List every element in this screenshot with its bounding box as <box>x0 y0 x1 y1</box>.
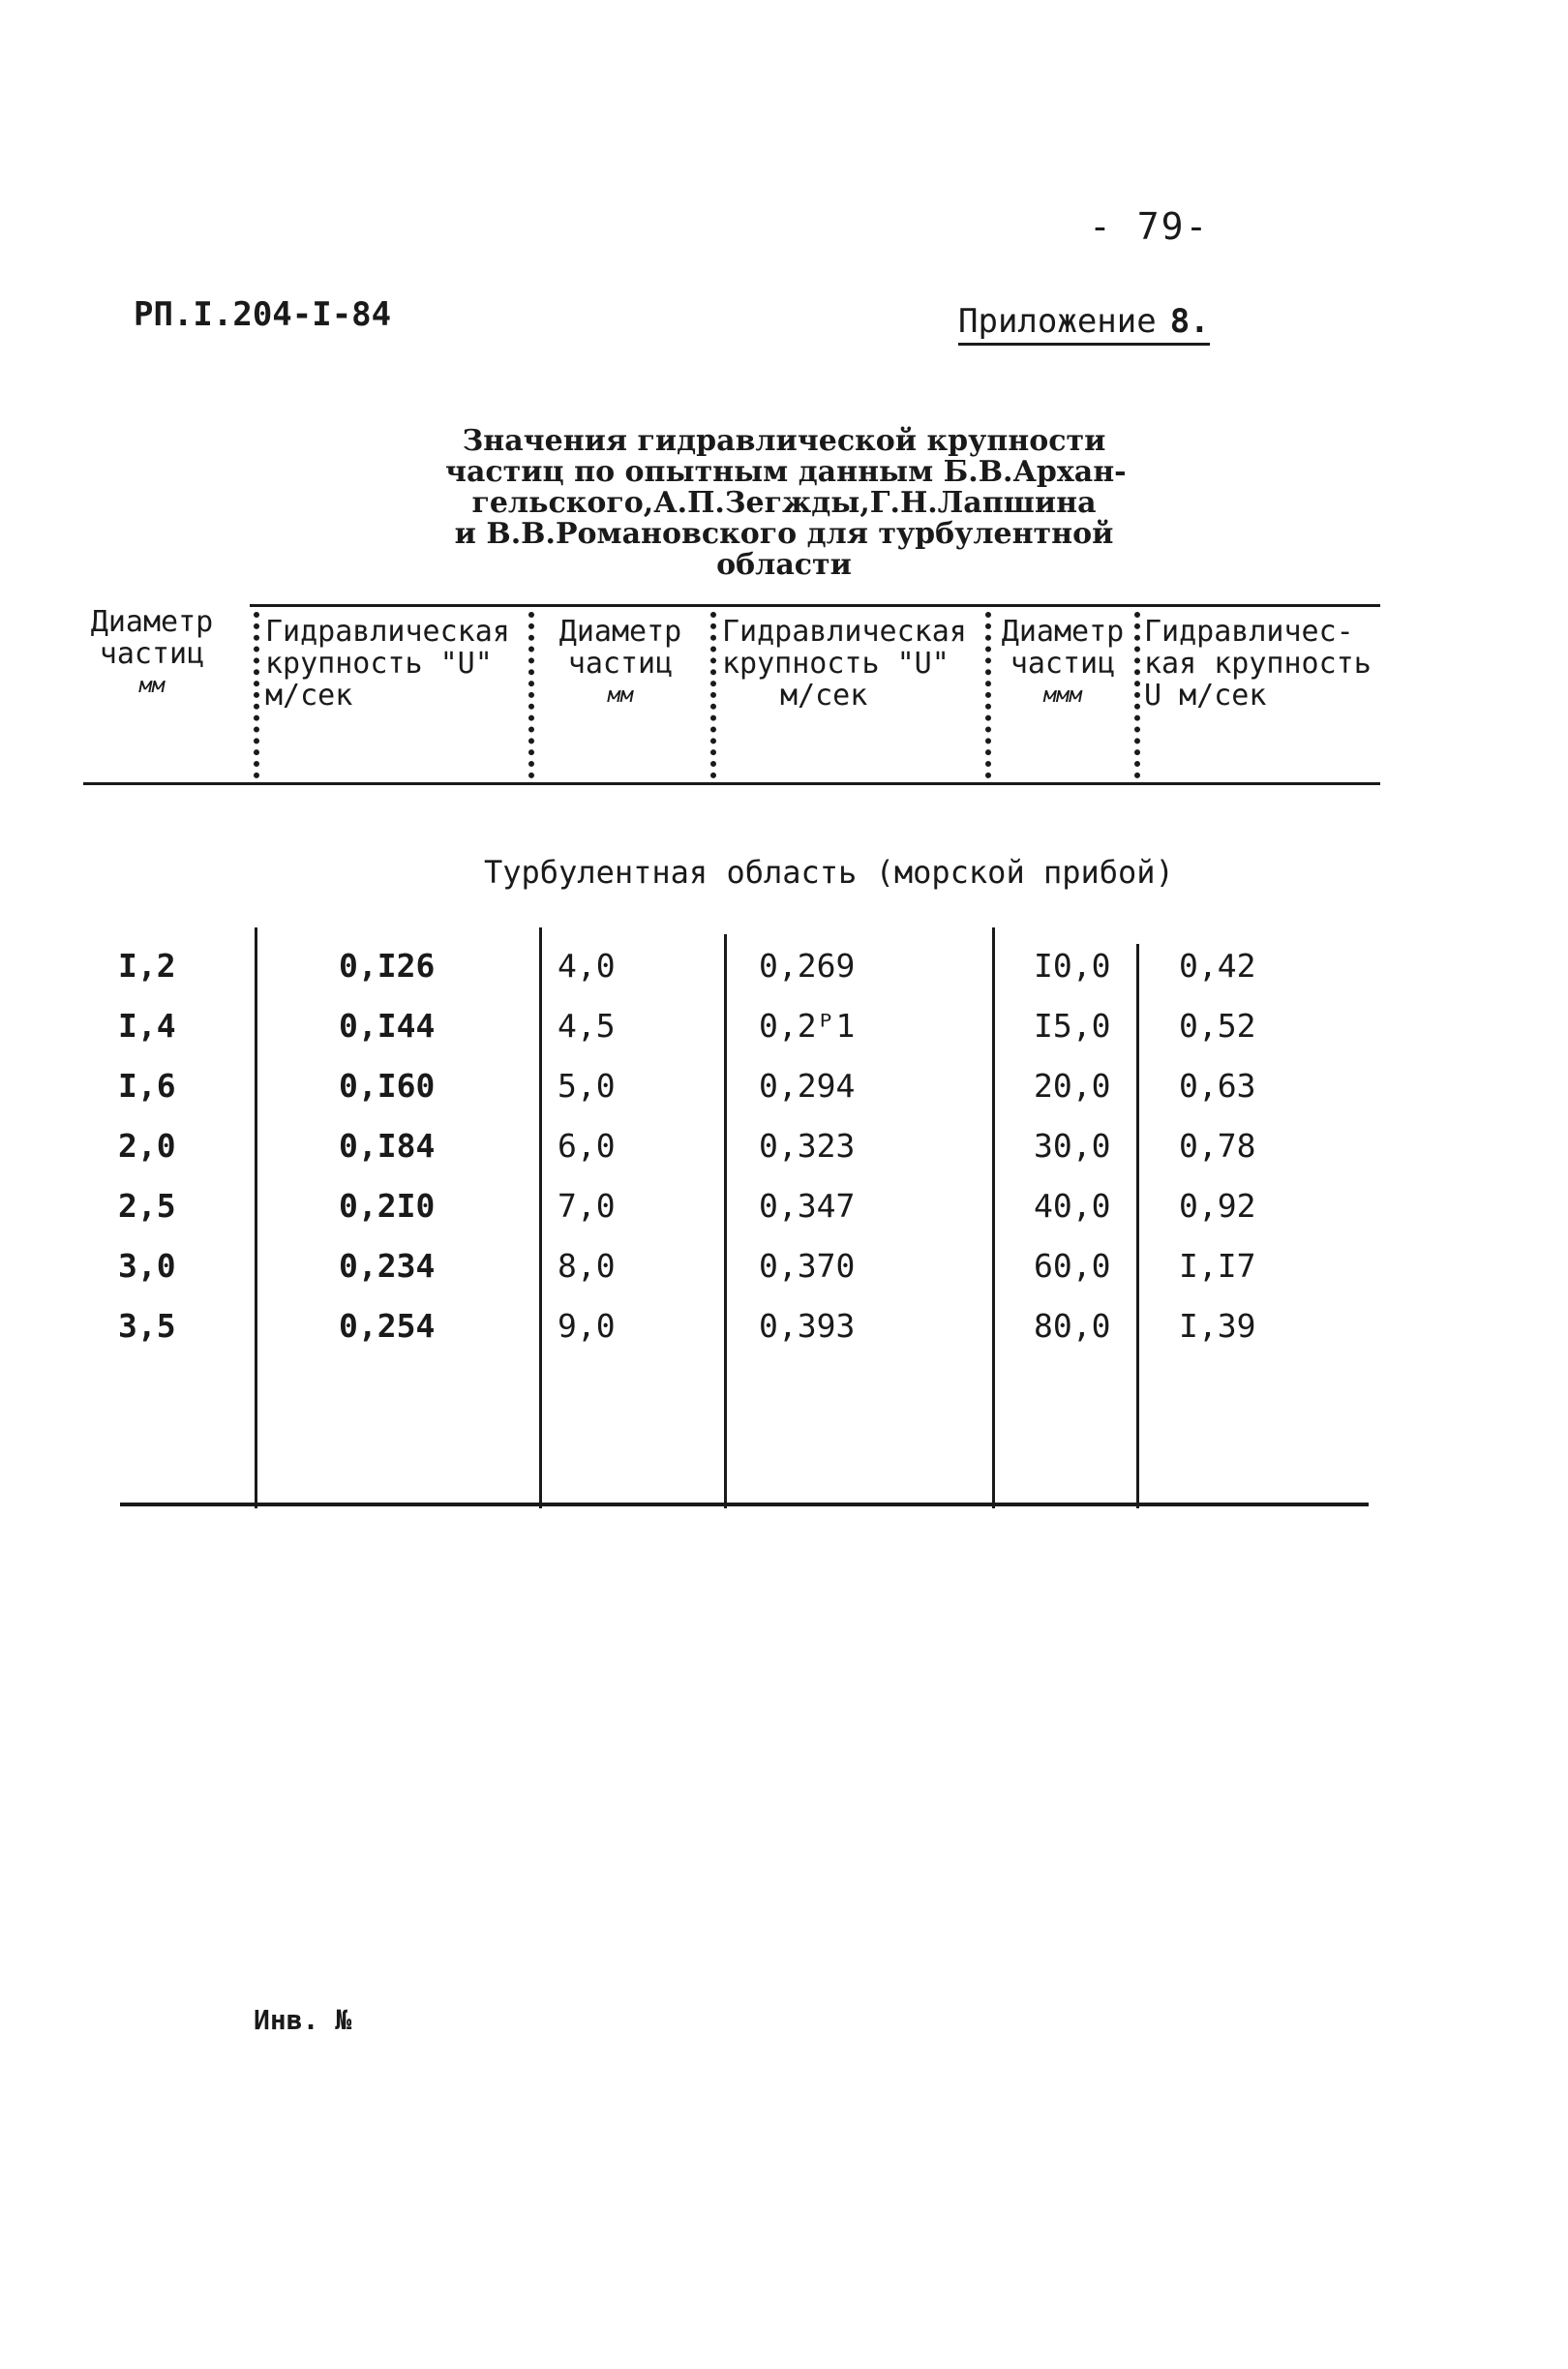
page-number: - 79- <box>1089 205 1210 248</box>
table-cell: I5,0 <box>1034 1007 1111 1045</box>
table-cell: 40,0 <box>1034 1187 1111 1225</box>
table-cell: 5,0 <box>558 1067 616 1105</box>
table-cell: I,39 <box>1179 1307 1256 1345</box>
table-bottom-rule <box>120 1503 1369 1506</box>
header-line: Гидравличес- <box>1144 615 1354 649</box>
table-cell: 9,0 <box>558 1307 616 1345</box>
table-cell: 0,370 <box>759 1247 856 1285</box>
header-line: частиц <box>567 647 674 681</box>
table-cell: 0,92 <box>1179 1187 1256 1225</box>
table-cell: 0,I84 <box>339 1127 436 1165</box>
table-cell: 0,254 <box>339 1307 436 1345</box>
column-divider <box>724 934 727 1508</box>
header-line: крупность "U" <box>265 647 493 681</box>
table-cell: 0,393 <box>759 1307 856 1345</box>
header-line: U м/сек <box>1144 679 1267 713</box>
table-cell: 7,0 <box>558 1187 616 1225</box>
header-bottom-rule <box>83 782 1380 785</box>
title-line: частиц по опытным данным Б.В.Архан- <box>445 455 1127 489</box>
title-line: и В.В.Романовского для турбулентной <box>454 517 1114 551</box>
table-cell: 0,2I0 <box>339 1187 436 1225</box>
table-cell: 0,347 <box>759 1187 856 1225</box>
header-line: частиц <box>99 637 205 671</box>
column-divider <box>1136 944 1139 1508</box>
appendix-number: 8. <box>1169 302 1210 341</box>
table-cell: 60,0 <box>1034 1247 1111 1285</box>
column-divider <box>992 927 995 1508</box>
table-cell: 4,0 <box>558 947 616 985</box>
title-line: области <box>716 548 852 582</box>
header-velocity-2 <box>722 616 967 712</box>
table-cell: 0,234 <box>339 1247 436 1285</box>
table-cell: 4,5 <box>558 1007 616 1045</box>
table-cell: I,4 <box>118 1007 176 1045</box>
table-cell: 20,0 <box>1034 1067 1111 1105</box>
appendix-text: Приложение <box>958 302 1157 341</box>
header-diameter-1 <box>79 606 225 702</box>
table-cell: 0,269 <box>759 947 856 985</box>
header-line: м/сек <box>265 679 353 713</box>
table-cell: I,I7 <box>1179 1247 1256 1285</box>
header-line: Диаметр <box>1001 615 1125 649</box>
header-line: м/сек <box>780 679 868 713</box>
table-cell: 30,0 <box>1034 1127 1111 1165</box>
table-cell: 6,0 <box>558 1127 616 1165</box>
header-separator <box>528 612 534 778</box>
header-velocity-1 <box>265 616 510 712</box>
header-separator <box>1134 612 1140 778</box>
table-cell: I0,0 <box>1034 947 1111 985</box>
document-code: РП.I.204-I-84 <box>134 295 392 334</box>
table-cell: 0,2ᴾ1 <box>759 1007 856 1045</box>
table-cell: 8,0 <box>558 1247 616 1285</box>
title-line: Значения гидравлической крупности <box>462 424 1106 458</box>
table-cell: 0,I44 <box>339 1007 436 1045</box>
table-cell: 0,42 <box>1179 947 1256 985</box>
header-top-rule <box>250 604 1380 607</box>
header-line: кая крупность <box>1144 647 1372 681</box>
table-cell: 0,52 <box>1179 1007 1256 1045</box>
section-title: Турбулентная область (морской прибой) <box>484 854 1174 891</box>
table-cell: I,2 <box>118 947 176 985</box>
column-divider <box>539 927 542 1508</box>
header-line: Гидравлическая <box>265 615 510 649</box>
header-line: крупность "U" <box>722 647 950 681</box>
header-diameter-3 <box>993 616 1132 712</box>
inventory-number-label: Инв. № <box>254 2004 352 2036</box>
title-line: гельского,А.П.Зегжды,Г.Н.Лапшина <box>471 486 1097 520</box>
header-line: Диаметр <box>90 605 214 639</box>
table-cell: 0,323 <box>759 1127 856 1165</box>
header-line: частиц <box>1010 647 1116 681</box>
table-cell: 3,5 <box>118 1307 176 1345</box>
table-cell: 0,I26 <box>339 947 436 985</box>
header-diameter-2 <box>538 616 703 712</box>
table-cell: 0,294 <box>759 1067 856 1105</box>
table-cell: I,6 <box>118 1067 176 1105</box>
header-velocity-3 <box>1144 616 1372 712</box>
header-unit: ммм <box>1043 683 1082 708</box>
table-cell: 2,5 <box>118 1187 176 1225</box>
header-separator <box>254 612 259 778</box>
table-cell: 0,I60 <box>339 1067 436 1105</box>
column-divider <box>255 927 257 1508</box>
header-line: Гидравлическая <box>722 615 967 649</box>
appendix-label <box>958 302 1210 346</box>
header-line: Диаметр <box>558 615 682 649</box>
header-separator <box>985 612 991 778</box>
table-cell: 80,0 <box>1034 1307 1111 1345</box>
header-unit: мм <box>138 674 166 698</box>
header-separator <box>710 612 716 778</box>
table-cell: 0,78 <box>1179 1127 1256 1165</box>
table-title <box>445 424 1127 582</box>
header-unit: мм <box>607 683 634 708</box>
table-cell: 0,63 <box>1179 1067 1256 1105</box>
table-cell: 3,0 <box>118 1247 176 1285</box>
table-cell: 2,0 <box>118 1127 176 1165</box>
